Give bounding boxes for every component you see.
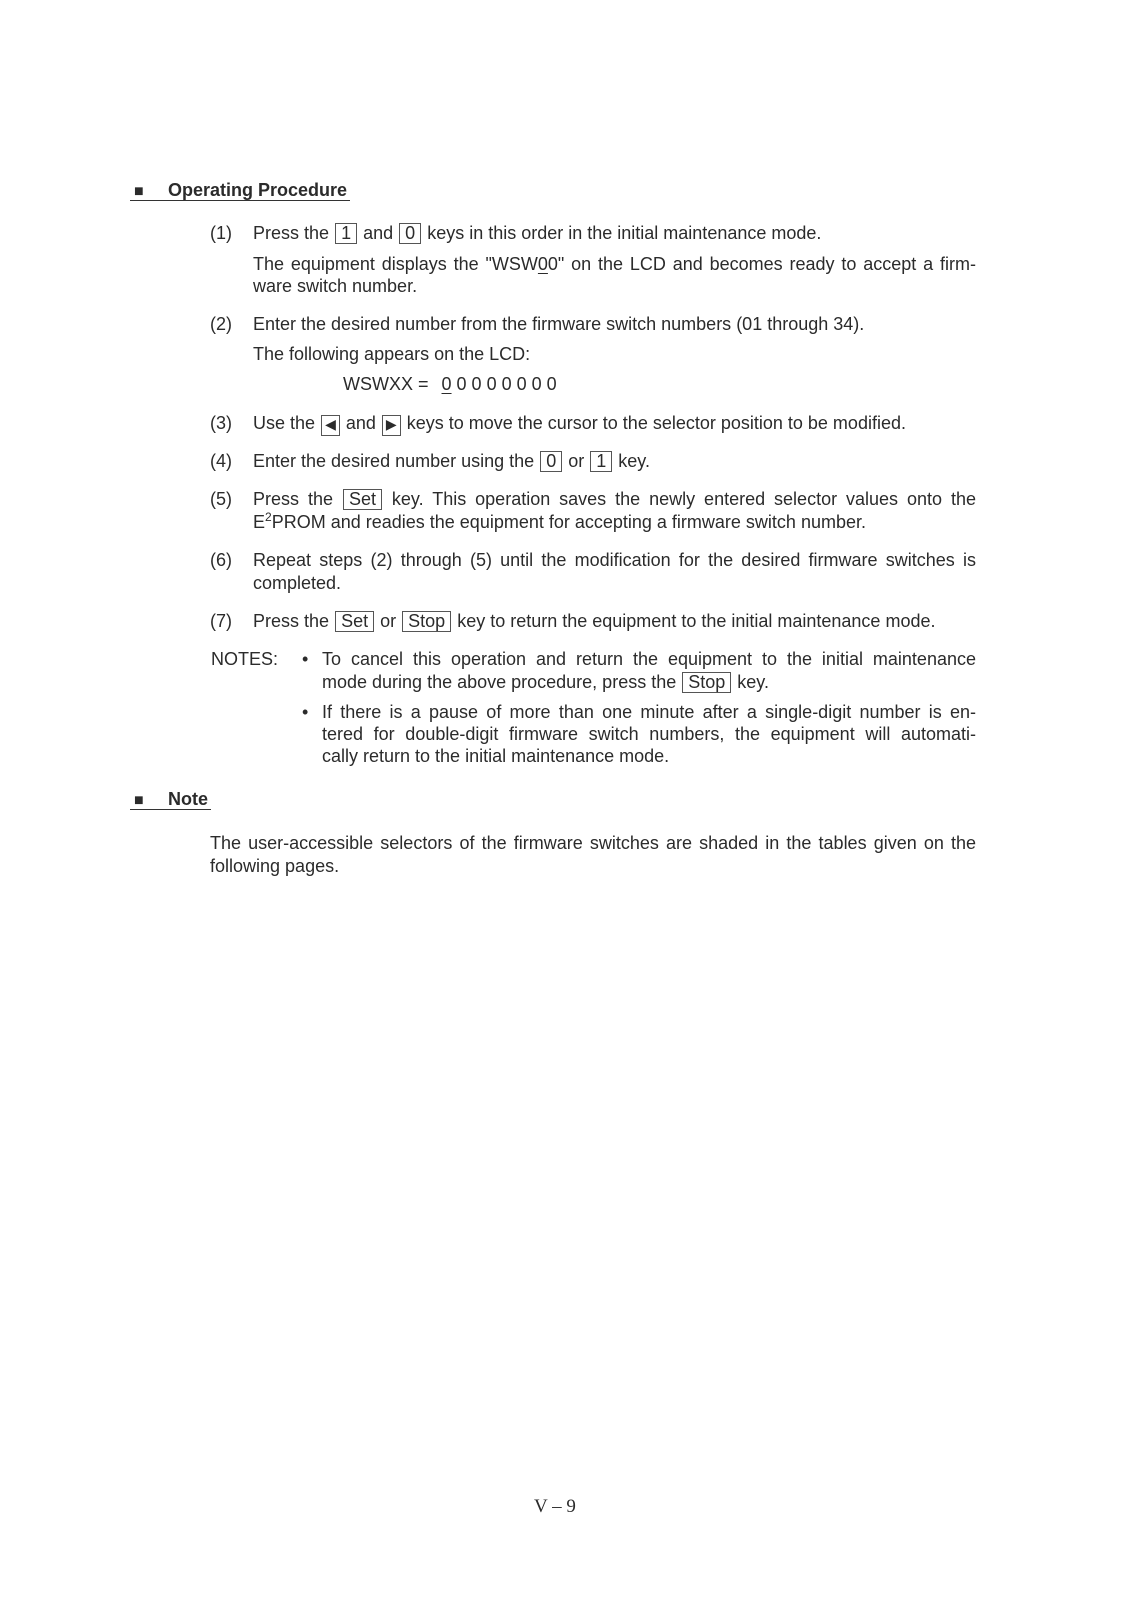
step-6-line-1: Repeat steps (2) through (5) until the modification for the desired firmware switches is (253, 550, 976, 570)
section-heading-operating-procedure (130, 180, 350, 201)
step-2-line-1: Enter the desired number from the firmware switch numbers (01 through 34). (253, 314, 865, 334)
step-number: (2) (210, 314, 232, 334)
step-5-line-2 (253, 511, 976, 533)
note-item-2-line-2: tered for double-digit firmware switch numbers, the equipment will automati- (322, 724, 976, 744)
step-text: key. (618, 451, 650, 471)
step-text: keys in this order in the initial maintenance mode. (427, 223, 822, 243)
step-number: (5) (210, 489, 232, 509)
cursor-digit: 0 (537, 254, 548, 274)
note-item-1-line-1: To cancel this operation and return the equipment to the initial maintenance (322, 649, 976, 669)
cursor-digit: 0 (441, 374, 452, 394)
step-number: (6) (210, 550, 232, 570)
step-text: Enter the desired number using the (253, 451, 535, 471)
step-text: Press the (253, 611, 330, 631)
step-text: 0" on the LCD and becomes ready to accept a firm- (547, 254, 976, 274)
step-1-line-2 (253, 253, 976, 275)
note-item-2-line-3: cally return to the initial maintenance mode. (322, 746, 670, 766)
step-6-line-2: completed. (253, 573, 342, 593)
key-stop-label: Stop (402, 611, 451, 632)
step-text: keys to move the cursor to the selector position to be modified. (406, 413, 906, 433)
note-text: mode during the above procedure, press the (322, 672, 677, 692)
bullet-icon: • (302, 702, 309, 722)
step-text: and (345, 413, 376, 433)
step-text: The equipment displays the "WSW (253, 254, 538, 274)
step-4-line-1 (253, 450, 976, 472)
step-number: (1) (210, 223, 232, 243)
step-text: PROM and readies the equipment for accepting a firmware switch number. (271, 512, 866, 532)
step-5-line-1 (253, 488, 976, 510)
step-number: (4) (210, 451, 232, 471)
step-text: key to return the equipment to the initial maintenance mode. (457, 611, 936, 631)
step-number: (3) (210, 413, 232, 433)
key-0-label: 0 (399, 223, 421, 244)
key-stop-label: Stop (682, 672, 731, 693)
step-7-line-1 (253, 610, 976, 632)
key-1-label: 1 (335, 223, 357, 244)
notes-label: NOTES: (211, 649, 279, 669)
step-text: key. This operation saves the newly entered selector values onto the (391, 489, 976, 509)
key-0-label: 0 (540, 451, 562, 472)
bullet-icon: • (302, 649, 309, 669)
lcd-label: WSWXX = (343, 374, 429, 394)
step-1-line-1 (253, 222, 976, 244)
key-set-label: Set (343, 489, 382, 510)
section-title: Operating Procedure (168, 180, 348, 200)
step-3-line-1 (253, 412, 976, 434)
step-text: and (363, 223, 394, 243)
lcd-selector-values: 0 0 0 0 0 0 0 (456, 374, 557, 394)
lcd-display-text (343, 373, 557, 395)
note-text: key. (737, 672, 769, 692)
section-heading-note (130, 789, 211, 810)
right-arrow-key-icon: ▶ (382, 415, 401, 436)
step-text: Use the (253, 413, 316, 433)
step-text: Press the (253, 489, 333, 509)
square-bullet-icon: ■ (134, 183, 144, 200)
step-text: Press the (253, 223, 330, 243)
step-text: or (568, 451, 585, 471)
note-paragraph-line-1: The user-accessible selectors of the firmware switches are shaded in the tables given on the (210, 833, 976, 853)
step-number: (7) (210, 611, 232, 631)
superscript: 2 (265, 510, 272, 524)
note-paragraph-line-2: following pages. (210, 856, 340, 876)
page-number: V – 9 (534, 1496, 576, 1517)
step-1-line-3: ware switch number. (253, 276, 418, 296)
key-set-label: Set (335, 611, 374, 632)
step-2-line-2: The following appears on the LCD: (253, 344, 531, 364)
note-item-1-line-2 (322, 671, 976, 693)
left-arrow-key-icon: ◀ (321, 415, 340, 436)
step-text: or (380, 611, 397, 631)
section-title: Note (168, 789, 208, 809)
step-text: E (253, 512, 266, 532)
key-1-label: 1 (590, 451, 612, 472)
square-bullet-icon: ■ (134, 792, 144, 809)
note-item-2-line-1: If there is a pause of more than one minute after a single-digit number is en- (322, 702, 976, 722)
